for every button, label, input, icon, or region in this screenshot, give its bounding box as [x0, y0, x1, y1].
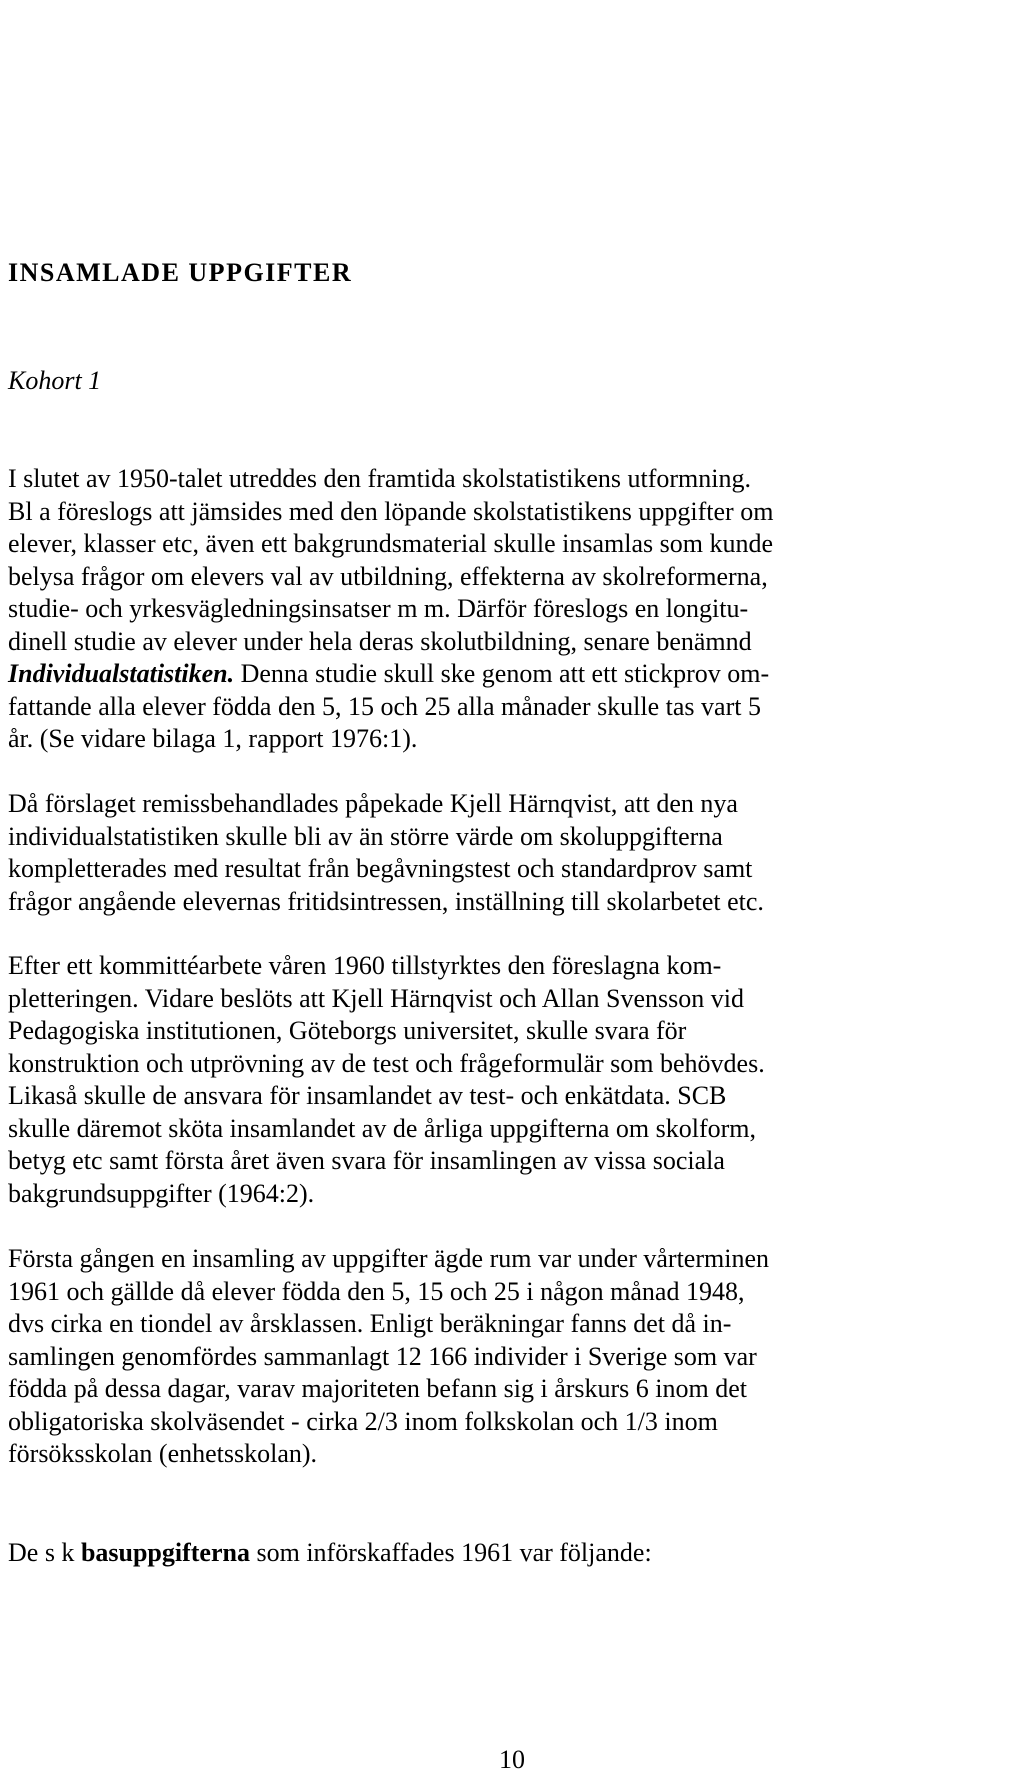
text-line: [8, 1537, 933, 1570]
page-number: 10: [499, 1745, 525, 1774]
text-segment: som införskaffades 1961 var följande:: [249, 1538, 652, 1567]
text-line: belysa frågor om elevers val av utbildning, effekterna av skolreformerna,: [8, 561, 768, 591]
text-line: år. (Se vidare bilaga 1, rapport 1976:1).: [8, 724, 418, 753]
text-line: frågor angående elevernas fritidsintressen, inställning till skolarbetet etc.: [8, 886, 764, 916]
text-line: försöksskolan (enhetsskolan).: [8, 1439, 318, 1468]
text-line: Likaså skulle de ansvara för insamlandet av test- och enkätdata. SCB: [8, 1081, 727, 1110]
text-line: pletteringen. Vidare beslöts att Kjell Härnqvist och Allan Svensson vid: [8, 983, 744, 1013]
text-line: studie- och yrkesvägledningsinsatser m m. Därför föreslogs en longitu-: [8, 594, 749, 623]
text-line: Första gången en insamling av uppgifter ägde rum var under vårterminen: [8, 1244, 769, 1273]
text-line: Då förslaget remissbehandlades påpekade Kjell Härnqvist, att den nya: [8, 789, 738, 818]
text-line: dinell studie av elever under hela deras skolutbildning, senare benämnd: [8, 626, 752, 656]
paragraph-1: [8, 463, 933, 756]
paragraph-3: [8, 950, 933, 1210]
text-line: I slutet av 1950-talet utreddes den framtida skolstatistikens utformning.: [8, 464, 752, 493]
text-segment: De s k: [8, 1538, 81, 1567]
text-line: samlingen genomfördes sammanlagt 12 166 individer i Sverige som var: [8, 1341, 757, 1371]
text-line: elever, klasser etc, även ett bakgrundsmaterial skulle insamlas som kunde: [8, 529, 773, 558]
text-line: [8, 658, 933, 691]
cohort-subheading: Kohort 1: [8, 366, 102, 395]
text-line: fattande alla elever födda den 5, 15 och 25 alla månader skulle tas vart 5: [8, 691, 761, 721]
text-line: betyg etc samt första året även svara för insamlingen av vissa sociala: [8, 1146, 725, 1175]
text-line: skulle däremot sköta insamlandet av de årliga uppgifterna om skolform,: [8, 1113, 757, 1143]
text-line: dvs cirka en tiondel av årsklassen. Enligt beräkningar fanns det då in-: [8, 1309, 732, 1338]
section-heading: INSAMLADE UPPGIFTER: [8, 258, 353, 287]
text-line: kompletterades med resultat från begåvningstest och standardprov samt: [8, 854, 753, 883]
italic-term: Individualstatistiken.: [8, 659, 235, 688]
text-line: obligatoriska skolväsendet - cirka 2/3 inom folkskolan och 1/3 inom: [8, 1406, 718, 1436]
text-line: bakgrundsuppgifter (1964:2).: [8, 1178, 315, 1208]
text-line: individualstatistiken skulle bli av än större värde om skoluppgifterna: [8, 821, 723, 851]
text-line: födda på dessa dagar, varav majoriteten befann sig i årskurs 6 inom det: [8, 1374, 747, 1403]
text-line: konstruktion och utprövning av de test och frågeformulär som behövdes.: [8, 1048, 765, 1078]
paragraph-5: [8, 1537, 933, 1570]
paragraph-4: [8, 1243, 933, 1471]
text-line: 1961 och gällde då elever födda den 5, 15 och 25 i någon månad 1948,: [8, 1276, 745, 1306]
bold-term: basuppgifterna: [80, 1538, 250, 1567]
paragraph-2: [8, 788, 933, 918]
text-segment: Denna studie skull ske genom att ett stickprov om-: [234, 659, 770, 688]
text-line: Pedagogiska institutionen, Göteborgs universitet, skulle svara för: [8, 1016, 687, 1045]
text-line: Bl a föreslogs att jämsides med den löpande skolstatistikens uppgifter om: [8, 496, 774, 526]
text-line: Efter ett kommittéarbete våren 1960 tillstyrktes den föreslagna kom-: [8, 951, 722, 980]
